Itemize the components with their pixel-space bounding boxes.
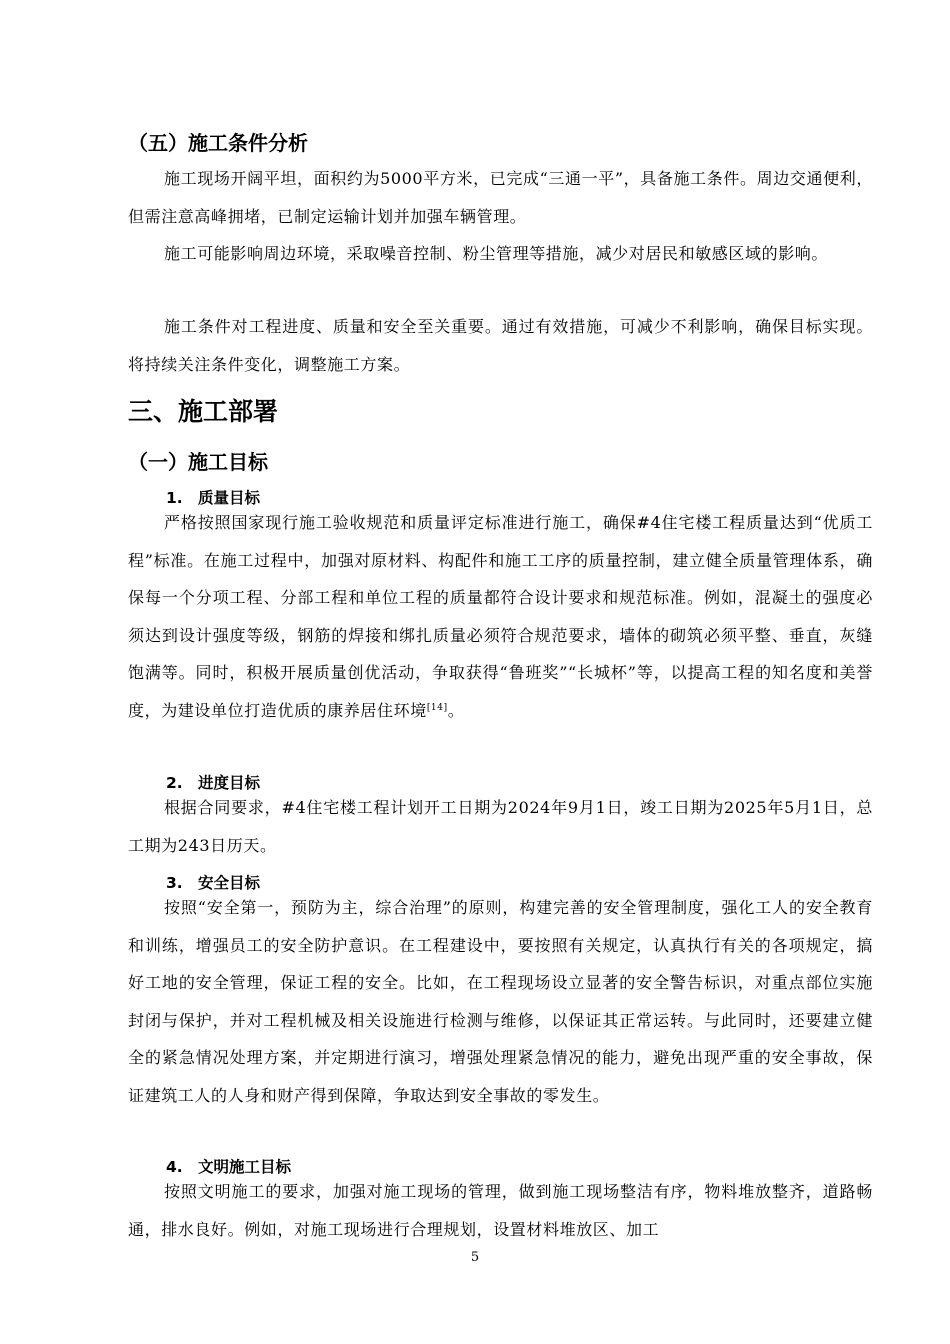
citation-reference: [14] xyxy=(426,702,448,713)
body-paragraph: 施工可能影响周边环境，采取噪音控制、粉尘管理等措施，减少对居民和敏感区域的影响。 xyxy=(164,244,829,263)
paragraph-text: 严格按照国家现行施工验收规范和质量评定标准进行施工，确保#4住宅楼工程质量达到“优质工程”标准。在施工过程中，加强对原材料、构配件和施工工序的质量控制，建立健全质量管理体系，确保每一个分项工程、分部工程和单位工程的质量都符合设计要求和规范标准。例如，混凝土的强度必须达到设计强度等级，钢筋的焊接和绑扎质量必须符合规范要求，墙体的砌筑必须平整、垂直，灰缝饱满等。同时，积极开展质量创优活动，争取获得“鲁班奖”“长城杯”等，以提高工程的知名度和美誉度，为建设单位打造优质的康养居住环境 xyxy=(128,513,873,720)
subsection-number: 4. xyxy=(166,1158,183,1176)
paragraph-tail: 。 xyxy=(447,700,465,720)
page-number: 5 xyxy=(470,1250,480,1265)
section-heading: （五）施工条件分析 xyxy=(128,131,308,155)
body-paragraph: 按照“安全第一，预防为主，综合治理”的原则，构建完善的安全管理制度，强化工人的安全教育和训练，增强员工的安全防护意识。在工程建设中，要按照有关规定，认真执行有关的各项规定，搞好工地的安全管理，保证工程的安全。比如，在工程现场设立显著的安全警告标识，对重点部位实施封闭与保护，并对工程机械及相关设施进行检测与维修，以保证其正常运转。与此同时，还要建立健全的紧急情况处理方案，并定期进行演习，增强处理紧急情况的能力，避免出现严重的安全事故，保证建筑工人的人身和财产得到保障，争取达到安全事故的零发生。 xyxy=(128,898,873,1105)
chapter-heading: 三、施工部署 xyxy=(128,397,279,426)
body-paragraph: 施工现场开阔平坦，面积约为5000平方米，已完成“三通一平”，具备施工条件。周边交通便利，但需注意高峰拥堵，已制定运输计划并加强车辆管理。 xyxy=(128,169,873,226)
subsection-title: 安全目标 xyxy=(198,874,261,892)
subsection-number: 3. xyxy=(166,874,183,892)
section-heading: （一）施工目标 xyxy=(128,450,268,474)
subsection-title: 进度目标 xyxy=(198,774,261,792)
subsection-title: 质量目标 xyxy=(198,489,261,507)
subsection-title: 文明施工目标 xyxy=(198,1158,292,1176)
subsection-number: 2. xyxy=(166,774,183,792)
body-paragraph: 按照文明施工的要求，加强对施工现场的管理，做到施工现场整洁有序，物料堆放整齐，道路畅通，排水良好。例如，对施工现场进行合理规划，设置材料堆放区、加工 xyxy=(128,1182,873,1239)
body-paragraph xyxy=(128,504,873,729)
body-paragraph: 施工条件对工程进度、质量和安全至关重要。通过有效措施，可减少不利影响，确保目标实现。将持续关注条件变化，调整施工方案。 xyxy=(128,317,873,374)
body-paragraph: 根据合同要求，#4住宅楼工程计划开工日期为2024年9月1日，竣工日期为2025年5月1日，总工期为243日历天。 xyxy=(128,798,873,855)
subsection-number: 1. xyxy=(166,489,183,507)
